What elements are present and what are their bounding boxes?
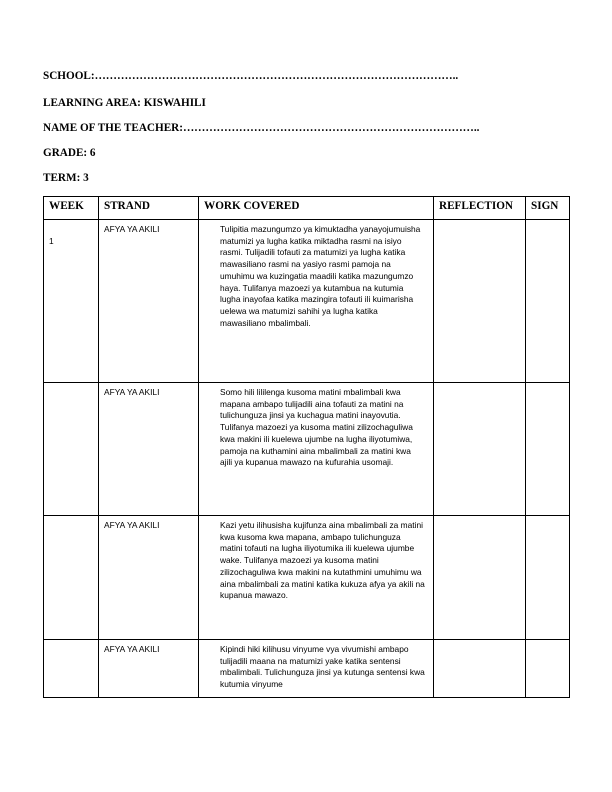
week-cell bbox=[44, 640, 99, 698]
table-row bbox=[44, 220, 570, 383]
week-cell bbox=[44, 383, 99, 516]
reflection-cell bbox=[434, 640, 526, 698]
strand-cell: AFYA YA AKILI bbox=[99, 516, 199, 640]
week-cell bbox=[44, 516, 99, 640]
school-field: SCHOOL:…………………………………………………………………………………….. bbox=[43, 70, 459, 82]
work-covered-cell: Kipindi hiki kilihusu vinyume vya vivumishi ambapo tulijadili maana na matumizi yake katika sentensi mbalimbali. Tulichunguza jinsi ya kutunga sentensi kwa kutumia vinyume bbox=[199, 640, 434, 698]
learning-area: LEARNING AREA: KISWAHILI bbox=[43, 97, 206, 109]
strand-cell: AFYA YA AKILI bbox=[99, 383, 199, 516]
sign-cell bbox=[526, 383, 570, 516]
document-header bbox=[43, 70, 573, 197]
table-row bbox=[44, 640, 570, 698]
week-cell: 1 bbox=[44, 220, 99, 383]
record-of-work-table bbox=[43, 196, 570, 698]
reflection-cell bbox=[434, 516, 526, 640]
work-covered-cell: Somo hili lililenga kusoma matini mbalimbali kwa mapana ambapo tulijadili aina tofauti za matini na tulichunguza jinsi ya kuchagua matini inayovutia. Tulifanya mazoezi ya kusoma matini zilizochaguliwa kwa makini ili kuelewa ujumbe na lugha iliyotumiwa, pamoja na kuthamini aina mbalimbali za matini kwa ajili ya kupanua mawazo na kufurahia usomaji. bbox=[199, 383, 434, 516]
column-header-work-covered: WORK COVERED bbox=[199, 197, 434, 220]
sign-cell bbox=[526, 220, 570, 383]
term: TERM: 3 bbox=[43, 172, 89, 184]
column-header-reflection: REFLECTION bbox=[434, 197, 526, 220]
table-header-row bbox=[44, 197, 570, 220]
work-covered-cell: Tulipitia mazungumzo ya kimuktadha yanayojumuisha matumizi ya lugha katika miktadha rasmi na isiyo rasmi. Tulijadili tofauti za matumizi ya lugha katika mawasiliano rasmi na yasiyo rasmi pamoja na umuhimu wa kuzingatia maadili katika mazungumzo haya. Tulifanya mazoezi ya kutambua na kutumia lugha inayofaa katika mazingira tofauti ili kuimarisha uelewa wa matumizi sahihi ya lugha katika mawasiliano mbalimbali. bbox=[199, 220, 434, 383]
sign-cell bbox=[526, 516, 570, 640]
reflection-cell bbox=[434, 383, 526, 516]
work-covered-cell: Kazi yetu ilihusisha kujifunza aina mbalimbali za matini kwa kusoma kwa mapana, ambapo tulichunguza matini tofauti na lugha iliyotumika ili kuelewa ujumbe wake. Tulifanya mazoezi ya kusoma matini zilizochaguliwa kwa makini na kutathmini umuhimu wa aina mbalimbali za matini katika kukuza afya ya akili na kupanua mawazo. bbox=[199, 516, 434, 640]
column-header-sign: SIGN bbox=[526, 197, 570, 220]
strand-cell: AFYA YA AKILI bbox=[99, 220, 199, 383]
column-header-strand: STRAND bbox=[99, 197, 199, 220]
grade: GRADE: 6 bbox=[43, 147, 96, 159]
teacher-name-field: NAME OF THE TEACHER:…………………………………………………………………….. bbox=[43, 122, 480, 134]
column-header-week: WEEK bbox=[44, 197, 99, 220]
strand-cell: AFYA YA AKILI bbox=[99, 640, 199, 698]
table-row bbox=[44, 383, 570, 516]
reflection-cell bbox=[434, 220, 526, 383]
table-row bbox=[44, 516, 570, 640]
sign-cell bbox=[526, 640, 570, 698]
